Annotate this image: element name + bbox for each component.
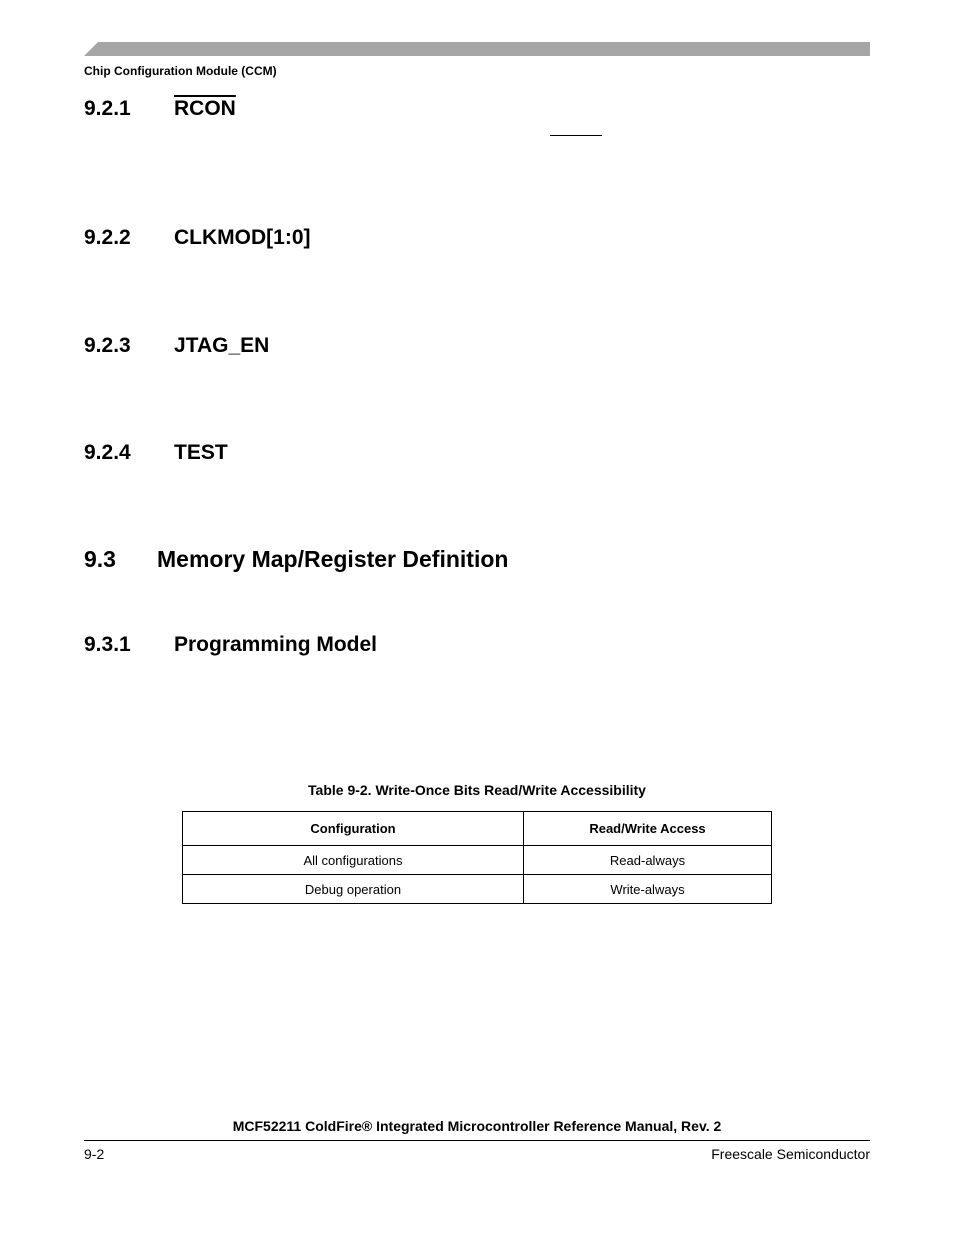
page-number: 9-2 [84,1146,105,1162]
section-number: 9.2.4 [84,441,131,464]
section-number: 9.2.2 [84,226,131,249]
table-caption: Table 9-2. Write-Once Bits Read/Write Accessibility [308,782,646,798]
section-heading-9-2-2 [84,226,311,250]
header-bar [84,42,870,56]
column-header-configuration: Configuration [183,812,524,846]
table-cell: Write-always [524,875,772,904]
table-row [183,846,772,875]
section-heading-9-3-1 [84,633,377,657]
section-heading-9-2-1 [84,97,236,121]
table-header-row [183,812,772,846]
section-heading-9-3 [84,546,508,573]
footer-rule [84,1140,870,1141]
section-title: Memory Map/Register Definition [157,546,509,572]
section-number: 9.2.3 [84,334,131,357]
section-heading-9-2-3 [84,334,269,358]
overbar-rule [550,135,602,136]
section-number: 9.3.1 [84,633,131,656]
section-title: RCON [174,97,236,120]
section-title: Programming Model [174,633,378,656]
header-bar-graphic [84,42,870,56]
column-header-access: Read/Write Access [524,812,772,846]
table-cell: All configurations [183,846,524,875]
table-cell: Read-always [524,846,772,875]
table-row [183,875,772,904]
access-table [182,811,772,904]
section-title: JTAG_EN [174,334,270,357]
running-head: Chip Configuration Module (CCM) [84,64,277,78]
section-heading-9-2-4 [84,441,228,465]
section-number: 9.2.1 [84,97,131,120]
section-number: 9.3 [84,546,116,572]
section-title: CLKMOD[1:0] [174,226,311,249]
section-title: TEST [174,441,228,464]
footer-manual-title: MCF52211 ColdFire® Integrated Microcontroller Reference Manual, Rev. 2 [232,1118,722,1134]
footer-company: Freescale Semiconductor [711,1146,870,1162]
table-cell: Debug operation [183,875,524,904]
